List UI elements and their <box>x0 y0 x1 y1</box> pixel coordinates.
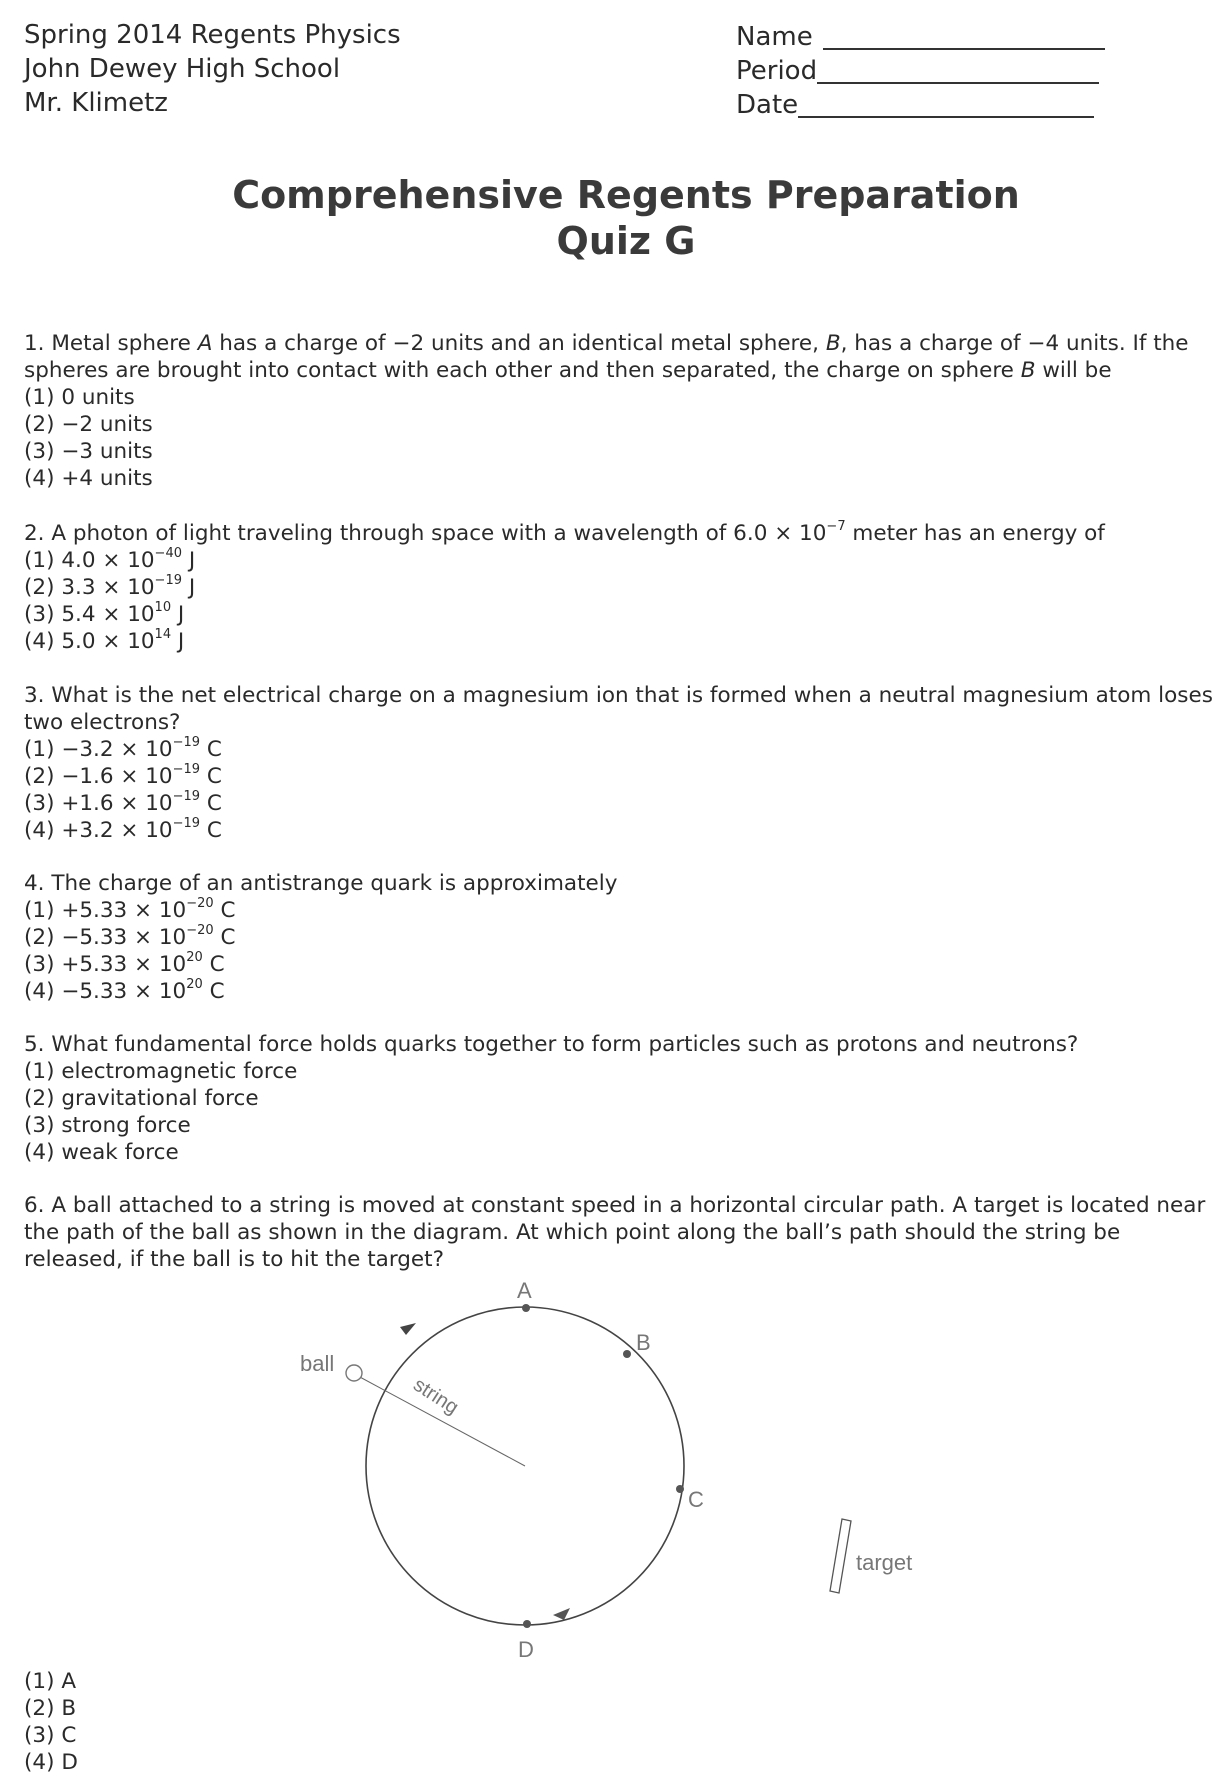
question-5-stem: 5. What fundamental force holds quarks together to form particles such as protons and neutrons? <box>24 1032 1079 1057</box>
answer-option[interactable]: (3) strong force <box>24 1113 191 1138</box>
page-title <box>0 172 1232 264</box>
answer-option[interactable]: (3) −3 units <box>24 439 153 464</box>
answer-option[interactable]: $(2) -1.6 \times 10^{-19}$ C <box>24 761 222 789</box>
date-label: Date <box>736 90 799 120</box>
answer-option[interactable]: (1) $4.0 \times 10^{-40}$ J <box>24 545 196 573</box>
ball-label: ball <box>300 1351 335 1376</box>
answer-option[interactable]: (1) 0 units <box>24 385 135 410</box>
answer-option[interactable]: (4) D <box>24 1750 78 1775</box>
question-6-stem: 6. A ball attached to a string is moved at constant speed in a horizontal circular path. A target is located near the path of the ball as shown in the diagram. At which point along the ball’s path should the string be released, if the ball is to hit the target? <box>24 1193 1206 1272</box>
course-info <box>24 18 401 120</box>
period-label: Period <box>736 56 818 86</box>
question-6 <box>24 1192 1224 1273</box>
name-field-row <box>736 20 1105 54</box>
date-field[interactable] <box>798 90 1094 118</box>
answer-option[interactable]: $(3) +1.6 \times 10^{-19}$ C <box>24 788 222 816</box>
question-1 <box>24 330 1224 492</box>
question-3-stem: 3. What is the net electrical charge on a magnesium ion that is formed when a neutral magnesium atom loses two electrons? <box>24 683 1213 735</box>
point-a-marker <box>522 1304 530 1312</box>
name-label: Name <box>736 22 813 52</box>
answer-option[interactable]: (4) $5.0 \times 10^{14}$ J <box>24 626 185 654</box>
teacher-name: Mr. Klimetz <box>24 88 168 118</box>
point-c-marker <box>676 1485 684 1493</box>
course-name: Spring 2014 Regents Physics <box>24 20 401 50</box>
answer-option[interactable]: $(1) +5.33 \times 10^{-20}$ C <box>24 895 236 923</box>
answer-option[interactable]: $(2) -5.33 \times 10^{-20}$ C <box>24 922 236 950</box>
point-d-marker <box>523 1620 531 1628</box>
ball-icon <box>346 1365 362 1381</box>
point-b-marker <box>623 1350 631 1358</box>
question-1-stem: 1. Metal sphere A has a charge of −2 units and an identical metal sphere, B, has a charge of −4 units. If the spheres are brought into contact with each other and then separated, the charge on sphere B will be <box>24 331 1189 383</box>
answer-option[interactable]: (3) $5.4 \times 10^{10}$ J <box>24 599 185 627</box>
point-a-label: A <box>517 1278 532 1303</box>
period-field-row <box>736 54 1105 88</box>
title-line-2: Quiz G <box>556 219 696 263</box>
question-2 <box>24 520 1224 655</box>
answer-option[interactable]: $(1) -3.2 \times 10^{-19}$ C <box>24 734 222 762</box>
question-4 <box>24 870 1224 1005</box>
question-6-options <box>24 1668 1224 1776</box>
period-field[interactable] <box>817 56 1099 84</box>
answer-option[interactable]: $(4) -5.33 \times 10^{20}$ C <box>24 976 225 1004</box>
answer-option[interactable]: $(4) +3.2 \times 10^{-19}$ C <box>24 815 222 843</box>
answer-option[interactable]: $(3) +5.33 \times 10^{20}$ C <box>24 949 225 977</box>
date-field-row <box>736 88 1105 122</box>
question-4-stem: 4. The charge of an antistrange quark is approximately <box>24 871 618 896</box>
school-name: John Dewey High School <box>24 54 341 84</box>
question-3 <box>24 682 1224 844</box>
direction-arrow-icon <box>553 1608 570 1620</box>
answer-option[interactable]: (2) $3.3 \times 10^{-19}$ J <box>24 572 196 600</box>
answer-option[interactable]: (1) A <box>24 1669 77 1694</box>
string-label: string <box>409 1373 463 1419</box>
direction-arrow-icon <box>400 1323 416 1335</box>
answer-option[interactable]: (2) −2 units <box>24 412 153 437</box>
name-field[interactable] <box>823 22 1105 50</box>
answer-option[interactable]: (1) electromagnetic force <box>24 1059 298 1084</box>
target-label: target <box>856 1550 913 1575</box>
answer-option[interactable]: (4) +4 units <box>24 466 153 491</box>
answer-option[interactable]: (3) C <box>24 1723 77 1748</box>
question-5 <box>24 1031 1224 1166</box>
point-d-label: D <box>518 1637 534 1662</box>
student-info-fields <box>736 20 1105 122</box>
point-c-label: C <box>688 1487 704 1512</box>
question-2-stem: 2. A photon of light traveling through space with a wavelength of $6.0 \times 10^{-7}$ meter has an energy of <box>24 518 1105 546</box>
answer-option[interactable]: (2) gravitational force <box>24 1086 259 1111</box>
point-b-label: B <box>636 1330 651 1355</box>
answer-option[interactable]: (4) weak force <box>24 1140 179 1165</box>
target-icon <box>830 1519 851 1593</box>
title-line-1: Comprehensive Regents Preparation <box>232 173 1020 217</box>
circular-path-diagram <box>300 1270 960 1670</box>
answer-option[interactable]: (2) B <box>24 1696 77 1721</box>
